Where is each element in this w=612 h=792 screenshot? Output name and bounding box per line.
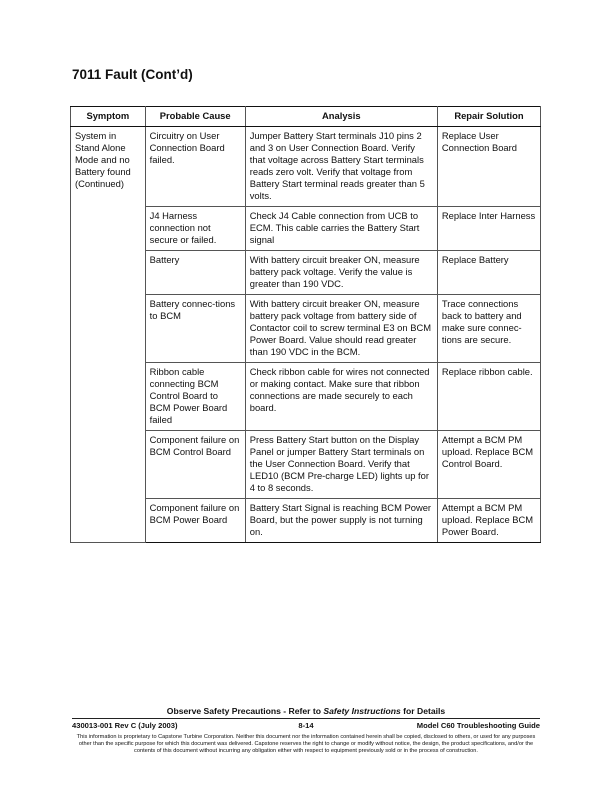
cause-cell: Component failure on BCM Control Board xyxy=(145,431,245,499)
header-analysis: Analysis xyxy=(245,107,437,127)
document-number: 430013-001 Rev C (July 2003) xyxy=(72,721,178,730)
cause-cell: Battery connec-tions to BCM xyxy=(145,295,245,363)
cause-cell: Circuitry on User Connection Board failed. xyxy=(145,127,245,207)
analysis-cell: Check ribbon cable for wires not connected or making contact. Make sure that ribbon connections are made securely to each board. xyxy=(245,363,437,431)
analysis-cell: With battery circuit breaker ON, measure battery pack voltage. Verify the value is greater than 190 VDC. xyxy=(245,251,437,295)
repair-cell: Replace User Connection Board xyxy=(437,127,540,207)
safety-instructions-ref: Safety Instructions xyxy=(323,706,401,716)
footer-divider xyxy=(72,718,540,719)
document-title: Model C60 Troubleshooting Guide xyxy=(416,721,540,730)
safety-prefix: Observe Safety Precautions - Refer to xyxy=(166,706,324,716)
repair-cell: Attempt a BCM PM upload. Replace BCM Control Board. xyxy=(437,431,540,499)
repair-cell: Replace Battery xyxy=(437,251,540,295)
cause-cell: J4 Harness connection not secure or failed. xyxy=(145,207,245,251)
troubleshooting-table xyxy=(70,106,541,543)
table-row xyxy=(71,127,541,207)
header-repair-solution: Repair Solution xyxy=(437,107,540,127)
cause-cell: Ribbon cable connecting BCM Control Board to BCM Power Board failed xyxy=(145,363,245,431)
table-header-row xyxy=(71,107,541,127)
repair-cell: Replace ribbon cable. xyxy=(437,363,540,431)
analysis-cell: Check J4 Cable connection from UCB to ECM. This cable carries the Battery Start signal xyxy=(245,207,437,251)
footer xyxy=(72,721,540,732)
analysis-cell: With battery circuit breaker ON, measure battery pack voltage from battery side of Contactor coil to screw terminal E3 on BCM Power Board. Value should read greater than 190 VDC in the BCM. xyxy=(245,295,437,363)
repair-cell: Replace Inter Harness xyxy=(437,207,540,251)
page-number: 8-14 xyxy=(298,721,314,730)
symptom-cell: System in Stand Alone Mode and no Battery found (Continued) xyxy=(71,127,146,543)
safety-suffix: for Details xyxy=(400,706,446,716)
proprietary-disclaimer: This information is proprietary to Capstone Turbine Corporation. Neither this document nor the information contained herein shall be copied, disclosed to others, or used for any purposes other than the specific purpose for which this document was delivered. Capstone reserves the right to change or modify without notice, the design, the product specifications, and/or the contents of this document without incurring any obligation either with respect to equipment previously sold or in the process of construction. xyxy=(76,734,536,755)
repair-cell: Trace connections back to battery and make sure connec-tions are secure. xyxy=(437,295,540,363)
analysis-cell: Press Battery Start button on the Display Panel or jumper Battery Start terminals on the User Connection Board. Verify that LED10 (BCM Pre-charge LED) lights up for 4 to 8 seconds. xyxy=(245,431,437,499)
cause-cell: Component failure on BCM Power Board xyxy=(145,499,245,543)
header-probable-cause: Probable Cause xyxy=(145,107,245,127)
analysis-cell: Battery Start Signal is reaching BCM Power Board, but the power supply is not turning on. xyxy=(245,499,437,543)
repair-cell: Attempt a BCM PM upload. Replace BCM Power Board. xyxy=(437,499,540,543)
safety-notice xyxy=(0,706,612,716)
cause-cell: Battery xyxy=(145,251,245,295)
page-title: 7011 Fault (Cont’d) xyxy=(72,67,193,82)
analysis-cell: Jumper Battery Start terminals J10 pins 2 and 3 on User Connection Board. Verify that voltage across Battery Start terminals reads zero volt. Verify that voltage from Battery Start terminal reads greater than 5 volts. xyxy=(245,127,437,207)
header-symptom: Symptom xyxy=(71,107,146,127)
